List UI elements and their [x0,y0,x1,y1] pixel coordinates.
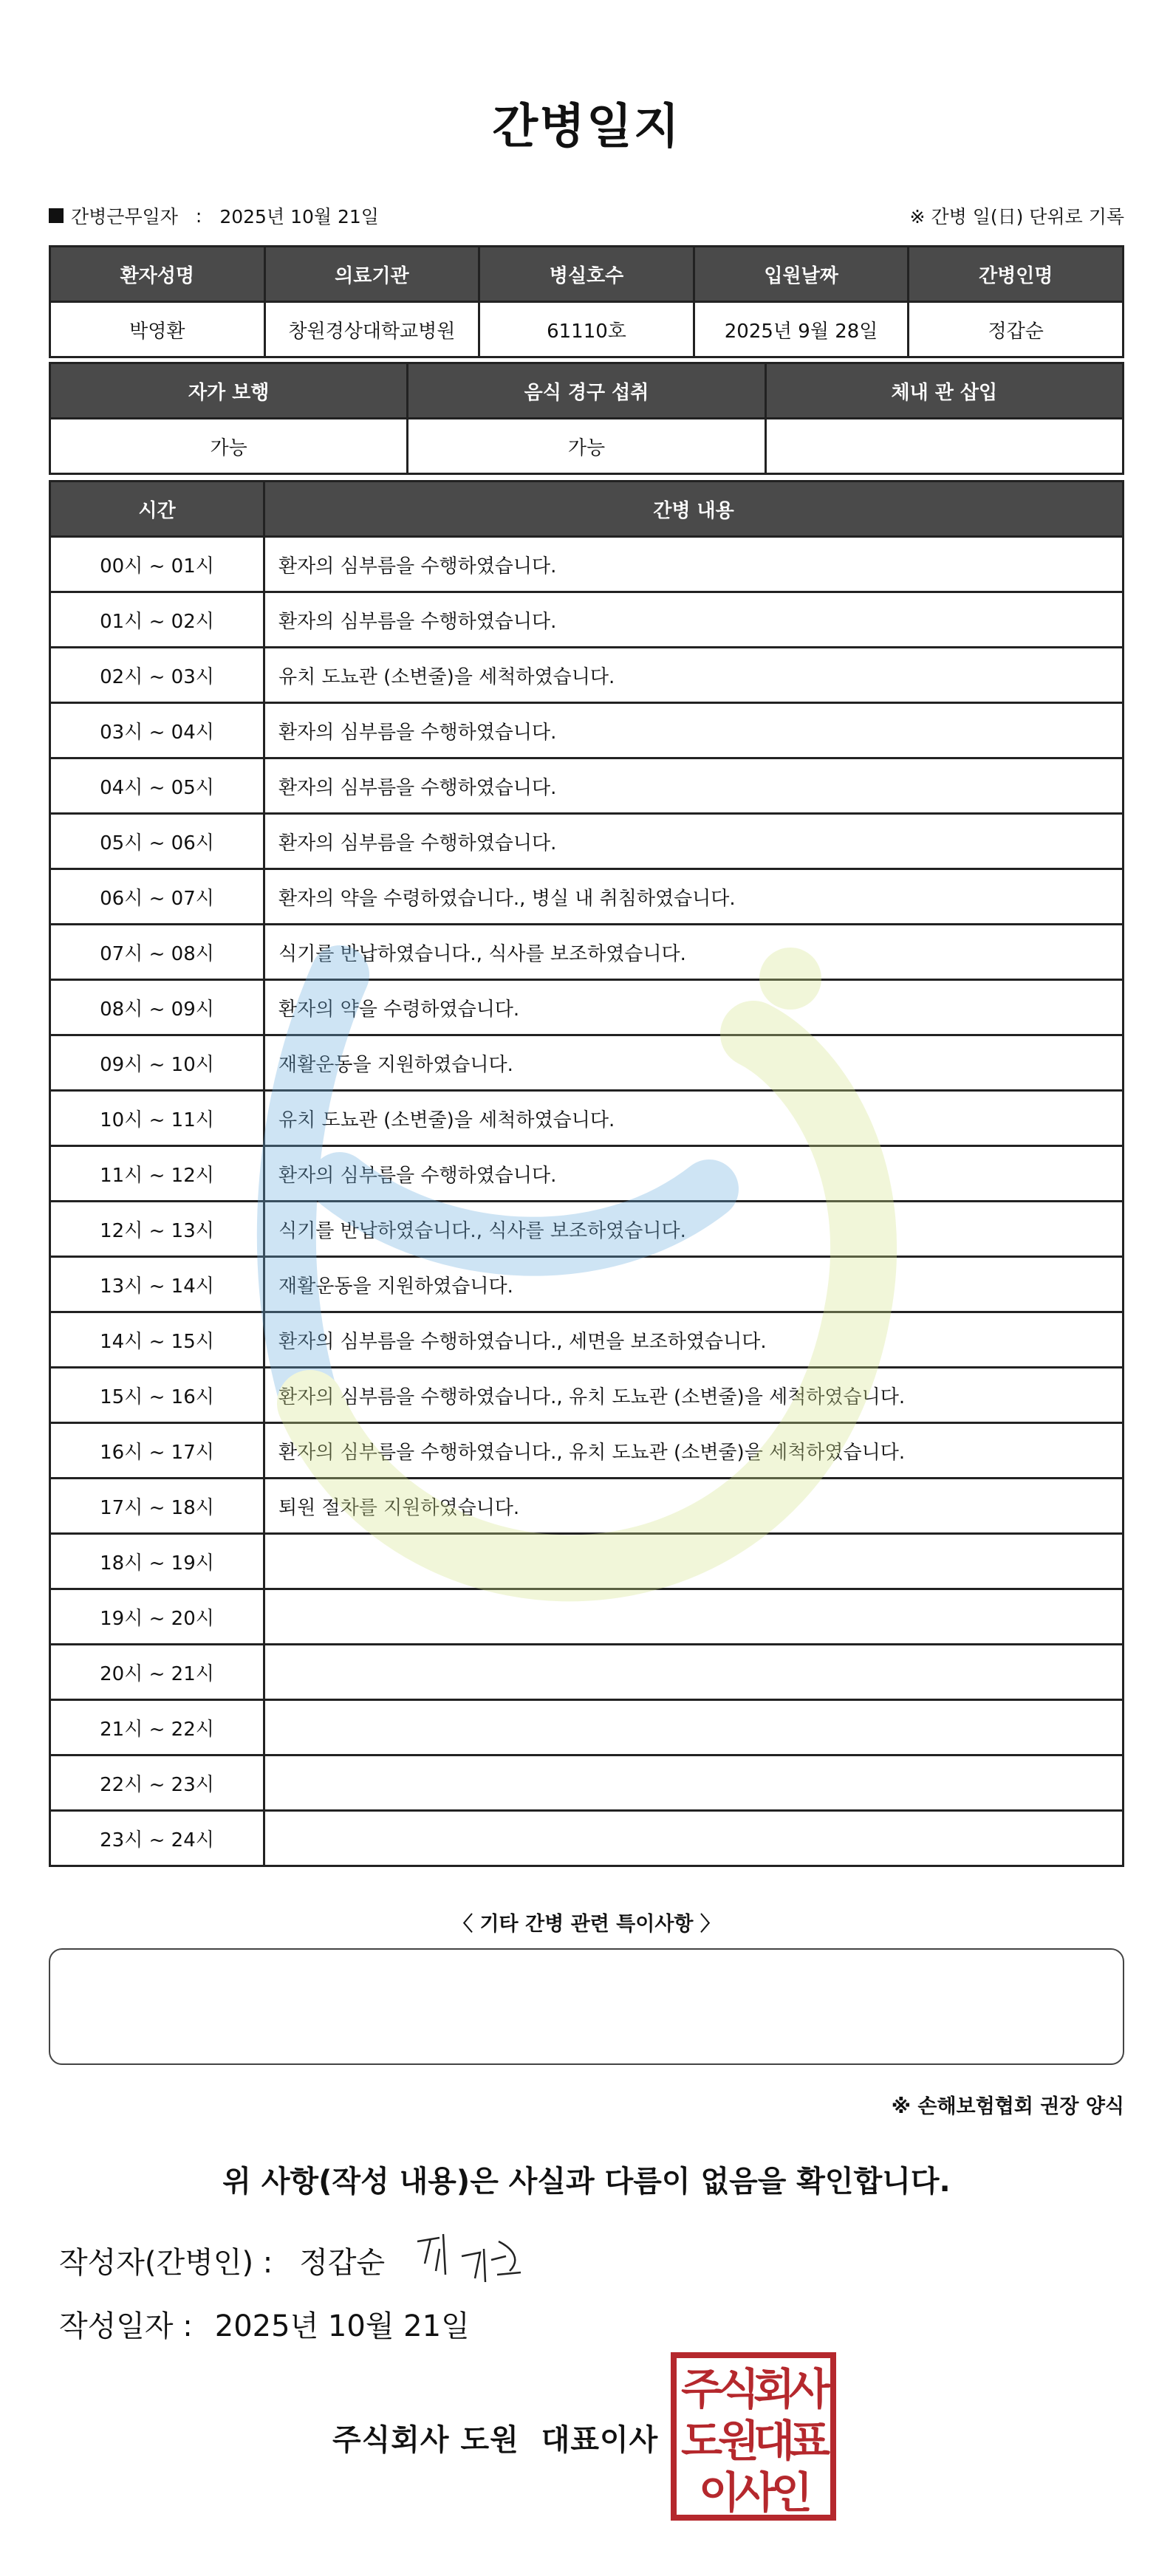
log-content: 환자의 심부름을 수행하였습니다., 세면을 보조하였습니다. [264,1312,1124,1368]
log-row [50,703,1124,758]
log-row [50,1146,1124,1202]
header-caregiver: 간병인명 [909,247,1124,302]
log-time: 18시 ~ 19시 [50,1534,264,1589]
company-seal-stamp [671,2352,836,2521]
log-time: 01시 ~ 02시 [50,592,264,648]
header-oral-intake: 음식 경구 섭취 [408,363,765,419]
log-content: 식기를 반납하였습니다., 식사를 보조하였습니다. [264,1202,1124,1257]
log-row [50,1257,1124,1312]
header-care-content: 간병 내용 [264,482,1124,537]
log-time: 08시 ~ 09시 [50,980,264,1035]
header-room: 병실호수 [479,247,694,302]
log-time: 04시 ~ 05시 [50,758,264,814]
log-time: 13시 ~ 14시 [50,1257,264,1312]
writer-line [59,2239,385,2281]
log-content: 환자의 약을 수령하였습니다., 병실 내 취침하였습니다. [264,869,1124,925]
company-name: 주식회사 도원 [332,2423,519,2457]
log-row [50,1423,1124,1479]
log-row [50,1811,1124,1866]
log-content: 환자의 심부름을 수행하였습니다., 유치 도뇨관 (소변줄)을 세척하였습니다. [264,1423,1124,1479]
log-time: 11시 ~ 12시 [50,1146,264,1202]
log-time: 10시 ~ 11시 [50,1091,264,1146]
log-time: 12시 ~ 13시 [50,1202,264,1257]
log-row [50,1202,1124,1257]
oral-intake-value: 가능 [408,419,765,474]
log-row [50,1368,1124,1423]
log-row [50,758,1124,814]
page-title: 간병일지 [492,100,681,154]
log-time: 21시 ~ 22시 [50,1700,264,1755]
work-date-value: 2025년 10월 21일 [219,206,379,227]
work-date-group [49,202,379,229]
svg-text:사: 사 [734,2467,777,2518]
colon: : [195,205,202,227]
notes-box [49,1948,1124,2065]
log-content [264,1589,1124,1645]
log-row [50,1035,1124,1091]
work-date-label: 간병근무일자 [71,206,178,227]
log-time: 14시 ~ 15시 [50,1312,264,1368]
log-content: 환자의 심부름을 수행하였습니다. [264,537,1124,592]
log-content: 환자의 심부름을 수행하였습니다. [264,703,1124,758]
log-time: 00시 ~ 01시 [50,537,264,592]
square-bullet-icon [49,208,64,223]
log-time: 05시 ~ 06시 [50,814,264,869]
svg-text:원: 원 [717,2416,760,2466]
log-row [50,1479,1124,1534]
header-tube: 체내 관 삽입 [765,363,1123,419]
log-time: 16시 ~ 17시 [50,1423,264,1479]
svg-text:사: 사 [788,2364,831,2414]
header-hospital: 의료기관 [264,247,479,302]
company-line [332,2416,658,2459]
svg-text:도: 도 [680,2416,723,2466]
log-row [50,648,1124,703]
svg-text:회: 회 [753,2364,796,2414]
log-content [264,1534,1124,1589]
log-content: 유치 도뇨관 (소변줄)을 세척하였습니다. [264,648,1124,703]
log-content [264,1700,1124,1755]
log-row [50,1755,1124,1811]
notes-title: 〈 기타 간병 관련 특이사항 〉 [453,1913,720,1936]
confirmation-statement: 위 사항(작성 내용)은 사실과 다름이 없음을 확인합니다. [222,2165,951,2199]
log-time: 02시 ~ 03시 [50,648,264,703]
tube-value [765,419,1123,474]
header-admission-date: 입원날짜 [694,247,909,302]
written-date-value: 2025년 10월 21일 [214,2309,470,2343]
header-time: 시간 [50,482,264,537]
log-content [264,1811,1124,1866]
log-content: 유치 도뇨관 (소변줄)을 세척하였습니다. [264,1091,1124,1146]
svg-text:대: 대 [753,2416,796,2466]
log-time: 23시 ~ 24시 [50,1811,264,1866]
room-number: 61110호 [479,302,694,357]
log-row [50,925,1124,980]
ceo-title: 대표이사 [541,2423,659,2457]
svg-text:인: 인 [770,2467,813,2518]
log-time: 03시 ~ 04시 [50,703,264,758]
patient-name: 박영환 [50,302,265,357]
log-content: 환자의 심부름을 수행하였습니다., 유치 도뇨관 (소변줄)을 세척하였습니다. [264,1368,1124,1423]
status-value-row [50,419,1124,474]
log-content: 환자의 심부름을 수행하였습니다. [264,814,1124,869]
log-content: 환자의 심부름을 수행하였습니다. [264,758,1124,814]
log-row [50,869,1124,925]
svg-text:이: 이 [698,2467,741,2518]
log-time: 07시 ~ 08시 [50,925,264,980]
log-row [50,1645,1124,1700]
patient-value-row [50,302,1124,357]
log-time: 17시 ~ 18시 [50,1479,264,1534]
log-time: 20시 ~ 21시 [50,1645,264,1700]
log-row [50,537,1124,592]
log-header-row [50,482,1124,537]
writer-name: 정갑순 [299,2246,386,2280]
patient-info-table [49,245,1124,358]
svg-text:표: 표 [788,2416,831,2466]
log-row [50,592,1124,648]
recommend-note: ※ 손해보험협회 권장 양식 [891,2095,1124,2118]
log-content [264,1755,1124,1811]
log-content: 환자의 심부름을 수행하였습니다. [264,1146,1124,1202]
written-date-line [59,2303,470,2345]
walking-value: 가능 [50,419,408,474]
log-content: 환자의 약을 수령하였습니다. [264,980,1124,1035]
svg-text:주: 주 [680,2364,723,2414]
log-row [50,980,1124,1035]
written-date-label: 작성일자 : [59,2309,193,2343]
log-row [50,814,1124,869]
log-row [50,1534,1124,1589]
log-content: 퇴원 절차를 지원하였습니다. [264,1479,1124,1534]
log-time: 19시 ~ 20시 [50,1589,264,1645]
log-time: 15시 ~ 16시 [50,1368,264,1423]
writer-label: 작성자(간병인) : [59,2246,273,2280]
log-row [50,1589,1124,1645]
log-row [50,1312,1124,1368]
meta-row [49,201,1124,230]
log-content: 재활운동을 지원하였습니다. [264,1257,1124,1312]
header-patient-name: 환자성명 [50,247,265,302]
status-table [49,362,1124,475]
signature-image [410,2219,536,2293]
log-time: 06시 ~ 07시 [50,869,264,925]
header-walking: 자가 보행 [50,363,408,419]
log-content [264,1645,1124,1700]
log-content: 재활운동을 지원하였습니다. [264,1035,1124,1091]
log-content: 환자의 심부름을 수행하였습니다. [264,592,1124,648]
log-content: 식기를 반납하였습니다., 식사를 보조하였습니다. [264,925,1124,980]
log-row [50,1700,1124,1755]
log-time: 22시 ~ 23시 [50,1755,264,1811]
patient-header-row [50,247,1124,302]
status-header-row [50,363,1124,419]
care-log-table [49,480,1124,1867]
record-unit-note: ※ 간병 일(日) 단위로 기록 [909,206,1124,227]
log-time: 09시 ~ 10시 [50,1035,264,1091]
svg-text:식: 식 [717,2364,760,2414]
hospital-name: 창원경상대학교병원 [264,302,479,357]
admission-date: 2025년 9월 28일 [694,302,909,357]
caregiver-name: 정갑순 [909,302,1124,357]
log-row [50,1091,1124,1146]
